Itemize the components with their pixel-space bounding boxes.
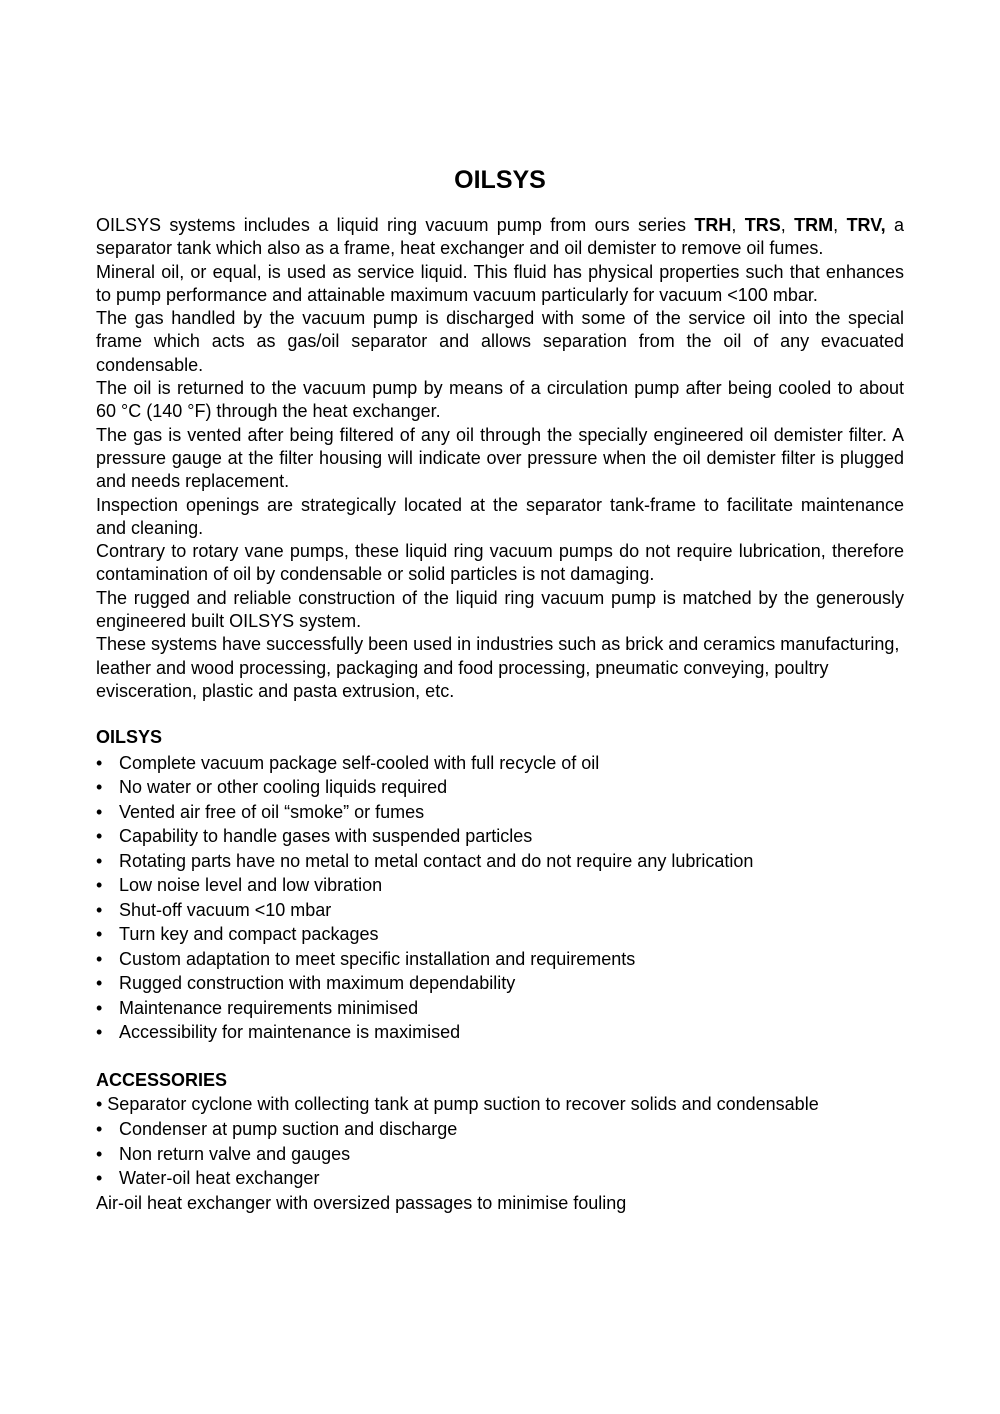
list-item — [96, 1117, 904, 1142]
page-title: OILSYS — [454, 166, 546, 194]
intro-paragraph-5: The gas is vented after being filtered of any oil through the specially engineered oil demister filter. A pressure gauge at the filter housing will indicate over pressure when the oil demister filter is plugged and needs replacement. — [96, 424, 904, 492]
intro-p1-sep-1: , — [731, 215, 745, 235]
bullet-marker: • — [96, 875, 103, 896]
features-heading: OILSYS — [96, 727, 163, 748]
list-item-text: Complete vacuum package self-cooled with full recycle of oil — [119, 752, 600, 773]
list-item — [96, 824, 904, 849]
list-item — [96, 849, 904, 874]
bullet-marker: • — [96, 1119, 103, 1140]
bullet-marker: • — [96, 1168, 103, 1189]
list-item — [96, 1020, 904, 1045]
list-item — [96, 1166, 904, 1191]
list-item-text: Accessibility for maintenance is maximised — [119, 1022, 461, 1043]
list-item — [96, 1142, 904, 1167]
list-item — [96, 775, 904, 800]
bullet-marker: • — [96, 850, 103, 871]
bullet-marker: • — [96, 899, 103, 920]
list-item-text: Low noise level and low vibration — [119, 875, 383, 896]
series-trv: TRV, — [846, 215, 886, 235]
accessories-trailing-line: Air-oil heat exchanger with oversized passages to minimise fouling — [96, 1192, 627, 1213]
intro-paragraph-6: Inspection openings are strategically located at the separator tank-frame to facilitate maintenance and cleaning. — [96, 494, 904, 538]
list-item-text: Non return valve and gauges — [119, 1143, 351, 1164]
list-item — [96, 800, 904, 825]
list-item-text: Custom adaptation to meet specific installation and requirements — [119, 948, 636, 969]
intro-paragraph-1 — [96, 214, 904, 261]
accessories-first-item: • Separator cyclone with collecting tank at pump suction to recover solids and condensable — [96, 1093, 819, 1114]
bullet-marker: • — [96, 752, 103, 773]
intro-paragraph-7: Contrary to rotary vane pumps, these liquid ring vacuum pumps do not require lubrication, therefore contamination of oil by condensable or solid particles is not damaging. — [96, 541, 904, 585]
list-item-text: Condenser at pump suction and discharge — [119, 1119, 458, 1140]
intro-paragraph-4: The oil is returned to the vacuum pump by means of a circulation pump after being cooled to about 60 °C (140 °F) through the heat exchanger. — [96, 378, 904, 422]
intro-paragraph-8: The rugged and reliable construction of the liquid ring vacuum pump is matched by the generously engineered built OILSYS system. — [96, 587, 904, 632]
intro-p1-sep-2: , — [780, 215, 795, 235]
list-item-text: Capability to handle gases with suspended particles — [119, 826, 533, 847]
intro-p1-text-after: a separator tank which also as a frame, heat exchanger and oil demister to remove oil fumes. — [96, 215, 904, 259]
bullet-marker: • — [96, 826, 103, 847]
list-item — [96, 922, 904, 947]
bullet-marker: • — [96, 777, 103, 798]
list-item — [96, 947, 904, 972]
accessories-heading: ACCESSORIES — [96, 1069, 228, 1090]
list-item — [96, 751, 904, 776]
list-item-text: Vented air free of oil “smoke” or fumes — [119, 801, 425, 822]
intro-p1-text-before: OILSYS systems includes a liquid ring vacuum pump from ours series — [96, 215, 695, 235]
list-item-text: Turn key and compact packages — [119, 924, 379, 945]
bullet-marker: • — [96, 1143, 103, 1164]
list-item — [96, 971, 904, 996]
features-list — [96, 751, 904, 1045]
intro-paragraph-9: These systems have successfully been used in industries such as brick and ceramics manufacturing, leather and wood processing, packaging and food processing, pneumatic conveying, poultry evisceration, plastic and pasta extrusion, etc. — [96, 634, 900, 701]
bullet-marker: • — [96, 973, 103, 994]
intro-paragraph-3: The gas handled by the vacuum pump is discharged with some of the service oil into the special frame which acts as gas/oil separator and allows separation from the oil of any evacuated condensable. — [96, 308, 904, 375]
list-item-text: Water-oil heat exchanger — [119, 1168, 320, 1189]
list-item — [96, 996, 904, 1021]
list-item-text: Rotating parts have no metal to metal contact and do not require any lubrication — [119, 850, 754, 871]
bullet-marker: • — [96, 801, 103, 822]
document-page — [96, 162, 904, 1215]
list-item-text: Maintenance requirements minimised — [119, 997, 419, 1018]
accessories-list — [96, 1117, 904, 1191]
intro-p1-sep-3: , — [833, 215, 847, 235]
list-item-text: Rugged construction with maximum dependability — [119, 973, 516, 994]
list-item-text: No water or other cooling liquids required — [119, 777, 448, 798]
bullet-marker: • — [96, 948, 103, 969]
series-trm: TRM — [794, 215, 834, 235]
bullet-marker: • — [96, 1022, 103, 1043]
series-trs: TRS — [744, 215, 781, 235]
series-trh: TRH — [694, 215, 732, 235]
list-item — [96, 898, 904, 923]
bullet-marker: • — [96, 997, 103, 1018]
list-item — [96, 873, 904, 898]
intro-paragraph-2: Mineral oil, or equal, is used as service liquid. This fluid has physical properties such that enhances to pump performance and attainable maximum vacuum particularly for vacuum <100 mbar. — [96, 261, 904, 305]
bullet-marker: • — [96, 924, 103, 945]
list-item-text: Shut-off vacuum <10 mbar — [119, 899, 332, 920]
